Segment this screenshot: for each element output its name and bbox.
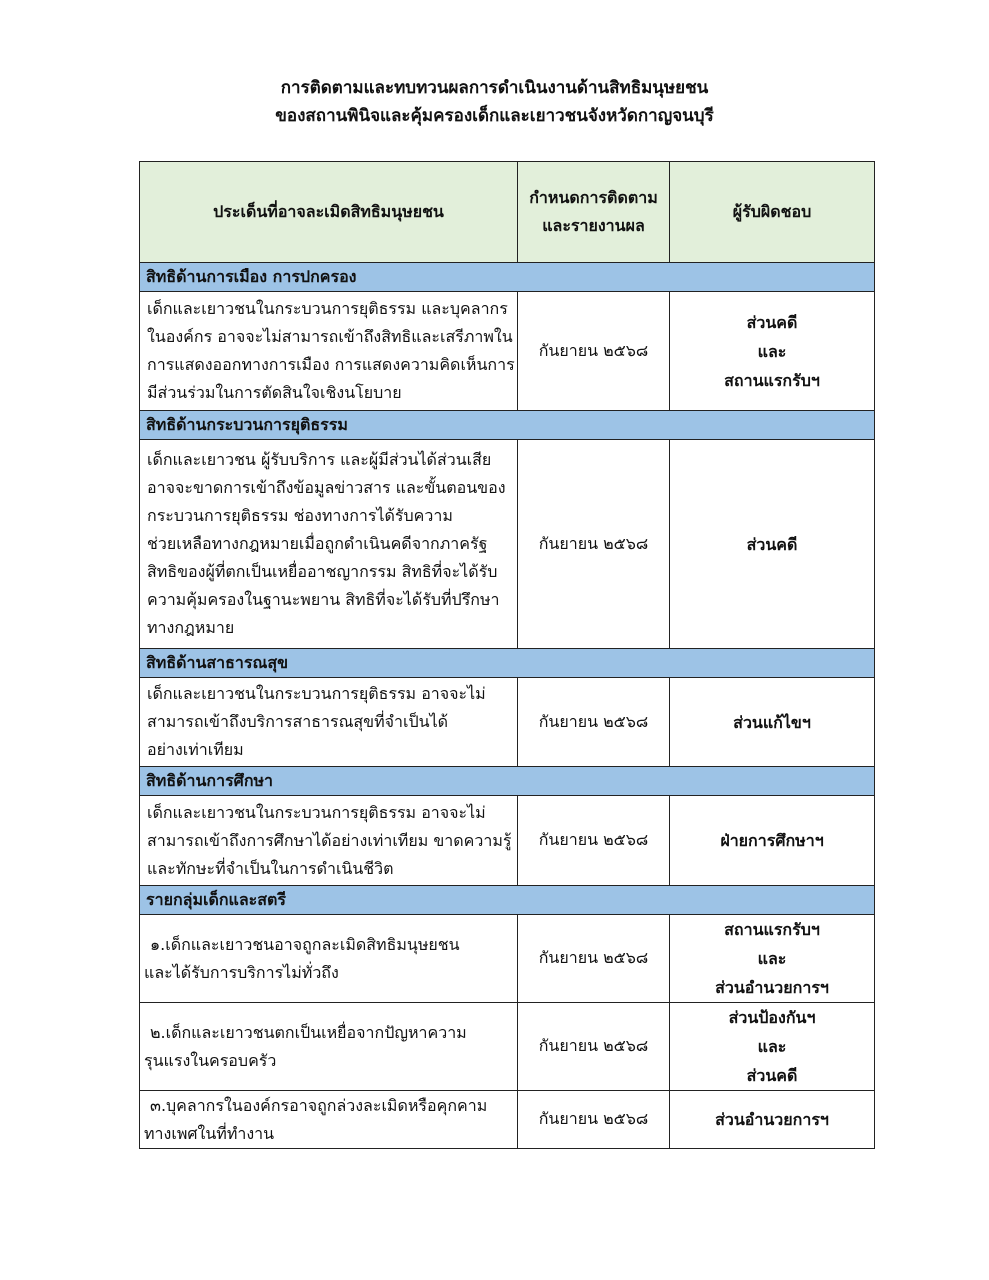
responsible-cell xyxy=(670,678,875,767)
responsible-line: ฝ่ายการศึกษาฯ xyxy=(720,831,824,850)
header-due-line-1: กำหนดการติดตาม xyxy=(529,188,658,207)
section-title: สิทธิด้านการศึกษา xyxy=(140,767,875,796)
responsible-line: ส่วนคดี xyxy=(746,1066,798,1085)
table-row xyxy=(140,915,875,1003)
responsible-line: สถานแรกรับฯ xyxy=(724,920,820,939)
issue-line: ๒.เด็กและเยาวชนตกเป็นเหยื่อจากปัญหาความ xyxy=(150,1022,467,1042)
human-rights-table xyxy=(139,161,875,1149)
issue-line: สามารถเข้าถึงการศึกษาได้อย่างเท่าเทียม ขาดความรู้ xyxy=(147,830,512,850)
issue-cell xyxy=(140,678,518,767)
responsible-line: ส่วนอำนวยการฯ xyxy=(715,978,829,997)
responsible-line: ส่วนคดี xyxy=(746,312,798,332)
table-row xyxy=(140,292,875,411)
due-cell: กันยายน ๒๕๖๘ xyxy=(518,678,670,767)
due-cell: กันยายน ๒๕๖๘ xyxy=(518,1003,670,1091)
responsible-line: และ xyxy=(757,341,787,361)
table-row xyxy=(140,796,875,886)
section-row xyxy=(140,886,875,915)
issue-line: ๓.บุคลากรในองค์กรอาจถูกล่วงละเมิดหรือคุกคาม xyxy=(150,1095,488,1115)
section-row xyxy=(140,263,875,292)
issue-line: รุนแรงในครอบครัว xyxy=(144,1050,277,1070)
section-row xyxy=(140,411,875,440)
issue-cell xyxy=(140,1003,518,1091)
header-due-line-2: และรายงานผล xyxy=(542,216,645,235)
table-row xyxy=(140,1003,875,1091)
table-row xyxy=(140,440,875,649)
issue-line: ๑.เด็กและเยาวชนอาจถูกละเมิดสิทธิมนุษยชน xyxy=(150,934,460,954)
header-responsible: ผู้รับผิดชอบ xyxy=(670,162,875,263)
responsible-line: สถานแรกรับฯ xyxy=(724,370,820,390)
section-title: สิทธิด้านการเมือง การปกครอง xyxy=(140,263,875,292)
section-row xyxy=(140,767,875,796)
issue-line: เด็กและเยาวชนในกระบวนการยุติธรรม อาจจะไม่ xyxy=(147,802,486,822)
issue-line: กระบวนการยุติธรรม ช่องทางการได้รับความ xyxy=(147,506,453,525)
due-cell: กันยายน ๒๕๖๘ xyxy=(518,796,670,886)
issue-line: ทางกฎหมาย xyxy=(147,618,235,637)
title-line-2: ของสถานพินิจและคุ้มครองเด็กและเยาวชนจังหวัดกาญจนบุรี xyxy=(275,106,714,126)
responsible-line: ส่วนป้องกันฯ xyxy=(728,1008,816,1027)
responsible-line: ส่วนอำนวยการฯ xyxy=(715,1110,829,1129)
issue-cell xyxy=(140,440,518,649)
due-cell: กันยายน ๒๕๖๘ xyxy=(518,440,670,649)
section-title: รายกลุ่มเด็กและสตรี xyxy=(140,886,875,915)
due-cell: กันยายน ๒๕๖๘ xyxy=(518,915,670,1003)
header-issue: ประเด็นที่อาจละเมิดสิทธิมนุษยชน xyxy=(140,162,518,263)
responsible-line: ส่วนแก้ไขฯ xyxy=(733,712,811,732)
responsible-cell xyxy=(670,1003,875,1091)
issue-line: ความคุ้มครองในฐานะพยาน สิทธิที่จะได้รับที่ปรึกษา xyxy=(147,590,500,609)
issue-line: การแสดงออกทางการเมือง การแสดงความคิดเห็นการ xyxy=(147,355,515,374)
due-cell: กันยายน ๒๕๖๘ xyxy=(518,292,670,411)
issue-line: เด็กและเยาวชน ผู้รับบริการ และผู้มีส่วนได้ส่วนเสีย xyxy=(147,450,492,469)
issue-line: อย่างเท่าเทียม xyxy=(147,740,244,759)
issue-cell xyxy=(140,915,518,1003)
table-row xyxy=(140,678,875,767)
issue-line: เด็กและเยาวชนในกระบวนการยุติธรรม อาจจะไม่ xyxy=(147,684,486,703)
issue-line: และได้รับการบริการไม่ทั่วถึง xyxy=(144,962,339,982)
responsible-cell xyxy=(670,796,875,886)
issue-line: ในองค์กร อาจจะไม่สามารถเข้าถึงสิทธิและเสรีภาพใน xyxy=(147,327,513,346)
document-title xyxy=(0,74,989,130)
issue-line: ทางเพศในที่ทำงาน xyxy=(144,1123,275,1143)
title-line-1: การติดตามและทบทวนผลการดำเนินงานด้านสิทธิมนุษยชน xyxy=(280,78,709,98)
table-row xyxy=(140,1091,875,1149)
responsible-line: ส่วนคดี xyxy=(746,534,798,554)
table-body xyxy=(140,263,875,1149)
issue-line: อาจจะขาดการเข้าถึงข้อมูลข่าวสาร และขั้นตอนของ xyxy=(147,478,506,497)
issue-cell xyxy=(140,1091,518,1149)
responsible-cell xyxy=(670,292,875,411)
issue-line: เด็กและเยาวชนในกระบวนการยุติธรรม และบุคลากร xyxy=(147,299,508,318)
responsible-cell xyxy=(670,1091,875,1149)
responsible-cell xyxy=(670,915,875,1003)
section-row xyxy=(140,649,875,678)
issue-cell xyxy=(140,292,518,411)
responsible-cell xyxy=(670,440,875,649)
issue-line: ช่วยเหลือทางกฎหมายเมื่อถูกดำเนินคดีจากภาครัฐ xyxy=(147,534,488,553)
table-header-row xyxy=(140,162,875,263)
section-title: สิทธิด้านสาธารณสุข xyxy=(140,649,875,678)
section-title: สิทธิด้านกระบวนการยุติธรรม xyxy=(140,411,875,440)
issue-line: สิทธิของผู้ที่ตกเป็นเหยื่ออาชญากรรม สิทธิที่จะได้รับ xyxy=(147,562,498,581)
header-due xyxy=(518,162,670,263)
responsible-line: และ xyxy=(757,1037,787,1056)
issue-line: สามารถเข้าถึงบริการสาธารณสุขที่จำเป็นได้ xyxy=(147,712,449,731)
issue-line: และทักษะที่จำเป็นในการดำเนินชีวิต xyxy=(147,858,394,878)
issue-line: มีส่วนร่วมในการตัดสินใจเชิงนโยบาย xyxy=(147,383,402,402)
issue-cell xyxy=(140,796,518,886)
responsible-line: และ xyxy=(757,949,787,968)
due-cell: กันยายน ๒๕๖๘ xyxy=(518,1091,670,1149)
